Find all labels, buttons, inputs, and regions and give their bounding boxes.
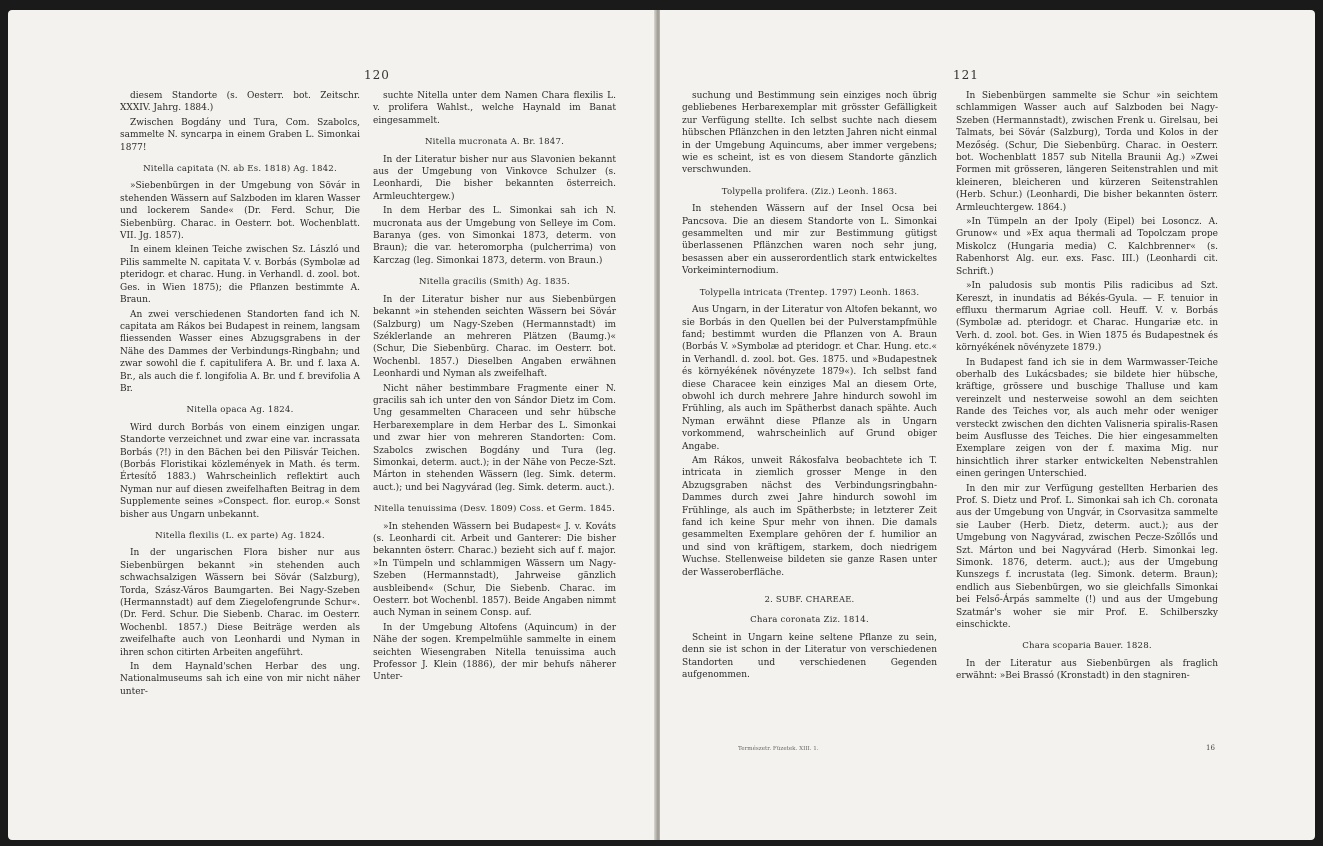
paragraph: Scheint in Ungarn keine seltene Pflanze zu sein, denn sie ist schon in der Literatur von verschiedenen Standorten und verschiedenen Gegenden aufgenommen. — [682, 632, 937, 681]
section-heading: Tolypella prolifera. (Ziz.) Leonh. 1863. — [721, 186, 898, 197]
paragraph: »Siebenbürgen in der Umgebung von Sövár in stehenden Wässern auf Salzboden im klaren Wasser und lockerem Sande« (Dr. Ferd. Schur, Die Siebenbürg. Charac. in Oesterr. bot. Wochenblatt. VII. Jg. 1857). — [120, 181, 360, 242]
paragraph: In Budapest fand ich sie in dem Warmwasser-Teiche oberhalb des Lukácsbades; sie bildete hier hübsche, kräftige, grössere und buschige Thalluse und kam vereinzelt und nesterweise sowohl an dem seichten Rande des Teiches vor, als auch mehr oder weniger versteckt zwischen den dichten Valisneria spiralis-Rasen beim Ausflusse des Teiches. Die hier eingesammelten Exemplare zeigen von der f. maxima Mig. nur hinsichtlich ihrer starker entwickelten Nebenstrahlen einen geringen Unterschied. — [956, 357, 1218, 480]
paragraph: »In stehenden Wässern bei Budapest« J. v. Kováts (s. Leonhardi cit. Arbeit und Ganterer: Die bisher bekannten österr. Charac.) bezieht sich auf f. major. »In Tümpeln und schlammigen Wässern um Nagy-Szeben (Hermannstadt), Jahrweise gänzlich ausbleibend« (Schur, Die Siebenb. Charac. im Oesterr. bot Wochenbl. 1857). Beide Angaben nimmt auch Nyman in seinem Consp. auf. — [373, 521, 616, 619]
left-page-number: 120 — [364, 68, 390, 82]
paragraph: »In paludosis sub montis Pilis radicibus ad Szt. Kereszt, in inundatis ad Békés-Gyula. — F. tenuior in effluxu thermarum Agriae coll. Heuff. V. v. Borbás (Symbolæ ad. pteridogr. et Charac. Hungariæ etc. in Verh. d. zool. bot. Ges. in Wien 1875 és Budapestnek és környékének növényzete 1879.) — [956, 281, 1218, 354]
paragraph: In der Umgebung Altofens (Aquincum) in der Nähe der sogen. Krempelmühle sammelte in einem seichten Wiesengraben Nitella tenuissima auch Professor J. Klein (1886), der mir behufs näherer Unter- — [373, 622, 616, 683]
paragraph: suchte Nitella unter dem Namen Chara flexilis L. v. prolifera Wahlst., welche Haynald im Banat eingesammelt. — [373, 91, 616, 126]
paragraph: In den mir zur Verfügung gestellten Herbarien des Prof. S. Dietz und Prof. L. Simonkai sah ich Ch. coronata aus der Umgebung von Ungvár, in Csorvasitza sammelte sie Lauber (Herb. Dietz, determ. auct.); aus der Umgebung von Nagyvárad, zwischen Pecze-Szőllős und Szt. Márton und bei Nagyvárad (Herb. Simonkai leg. Simonk. 1876, determ. auct.); aus der Umgebung Kunszegs f. incrustata (leg. Simonk. determ. Braun); endlich aus Siebenbürgen, wo sie gleichfalls Simonkai bei Felső-Árpás sammelte (!) und aus der Umgebung Szatmár's woher sie mir Prof. E. Schilberszky einschickte. — [956, 483, 1218, 631]
paragraph: In einem kleinen Teiche zwischen Sz. László und Pilis sammelte N. capitata V. v. Borbás (Symbolæ ad pteridogr. et charac. Hung. in Verhandl. d. zool. bot. Ges. in Wien 1875); die Pflanzen bestimmte A. Braun. — [120, 245, 360, 306]
section-heading: Nitella mucronata A. Br. 1847. — [424, 137, 565, 148]
paragraph: In dem Herbar des L. Simonkai sah ich N. mucronata aus der Umgebung von Selleye im Com. Baranya (ges. von Simonkai 1873, determ. von Braun); die var. heteromorpha (pulcherrima) von Karczag (leg. Simonkai 1873, determ. von Braun.) — [373, 206, 616, 266]
printer-signature: 16 — [1206, 744, 1215, 752]
paragraph: Zwischen Bogdány und Tura, Com. Szabolcs, sammelte N. syncarpa in einem Graben L. Simonkai 1877! — [120, 117, 360, 153]
section-heading: 2. SUBF. CHAREAE. — [764, 594, 855, 605]
paragraph: In stehenden Wässern auf der Insel Ocsa bei Pancsova. Die an diesem Standorte von L. Simonkai gesammelten und mir zur Bestimmung gütigst überlassenen Pflänzchen waren noch sehr jung, besassen aber ein ausserordentlich stark entwickeltes Vorkeiminternodium. — [682, 204, 937, 277]
right-column-2 — [956, 90, 1218, 685]
paragraph: Wird durch Borbás von einem einzigen ungar. Standorte verzeichnet und zwar eine var. incrassata Borbás (?!) in den Bächen bei den Pilisvár Teichen. (Borbás Floristikai közlemények in Math. és term. Értesítő 1883.) Wahrscheinlich reflektirt auch Nyman nur auf diesen zweifelhaften Beitrag in dem Supplemente seines »Conspect. flor. europ.« Sonst bisher aus Ungarn unbekannt. — [120, 422, 360, 520]
paragraph: Nicht näher bestimmbare Fragmente einer N. gracilis sah ich unter den von Sándor Dietz im Com. Ung gesammelten Characeen und sehr hübsche Herbarexemplare in dem Herbar des L. Simonkai und zwar hier von mehreren Standorten: Com. Szabolcs zwischen Bogdány und Tura (leg. Simonkai, determ. auct.); in der Nähe von Pecze-Szt. Márton in stehenden Wässern (leg. Simk. determ. auct.); und bei Nagyvárad (leg. Simk. determ. auct.). — [373, 383, 616, 493]
paragraph: Aus Ungarn, in der Literatur von Altofen bekannt, wo sie Borbás in den Quellen bei der Pulverstampfmühle fand; bestimmt wurden die Pflanzen von A. Braun (Borbás V. »Symbolæ ad pteridogr. et Char. Hung. etc.« in Verhandl. d. zool. bot. Ges. 1875. und »Budapestnek és környékének növényzete 1879«). Ich selbst fand diese Characee kein einziges Mal an diesem Orte, obwohl ich durch mehrere Jahre hindurch sowohl im Frühling, als auch im Spätherbst danach spähte. Auch Nyman erwähnt diese Pflanze als in Ungarn vorkommend, wahrscheinlich auf Grund obiger Angabe. — [682, 305, 937, 452]
right-page — [660, 10, 1315, 840]
left-column-2 — [373, 90, 616, 686]
left-page — [8, 10, 656, 840]
paragraph: In der ungarischen Flora bisher nur aus Siebenbürgen bekannt »in stehenden auch schwachsalzigen Wässern bei Sövár (Salzburg), Torda, Szász-Város Baumgarten. Bei Nagy-Szeben (Hermannstadt) auf dem Ziegelofengrunde Schur«. (Dr. Ferd. Schur. Die Siebenb. Charac. im Oesterr. Wochenbl. 1857.) Diese Beiträge werden als zweifelhafte auch von Leonhardi und Nyman in ihren schon citirten Arbeiten angeführt. — [120, 548, 360, 658]
paragraph: In dem Haynald'schen Herbar des ung. Nationalmuseums sah ich eine von mir nicht näher unter- — [120, 662, 360, 697]
paragraph: diesem Standorte (s. Oesterr. bot. Zeitschr. XXXIV. Jahrg. 1884.) — [120, 91, 360, 114]
paragraph: An zwei verschiedenen Standorten fand ich N. capitata am Rákos bei Budapest in reinem, langsam fliessenden Wasser eines Abzugsgrabens in der Nähe des Dammes der Verbindungs-Ringbahn; und zwar sowohl die f. capitulifera A. Br. und f. laxa A. Br., als auch die f. longifolia A. Br. und f. brevifolia A Br. — [120, 309, 360, 394]
section-heading: Nitella tenuissima (Desv. 1809) Coss. et Germ. 1845. — [373, 504, 616, 515]
right-column-1 — [682, 90, 937, 683]
section-heading: Nitella flexilis (L. ex parte) Ag. 1824. — [155, 531, 325, 541]
left-column-1 — [120, 90, 360, 700]
paragraph: In der Literatur bisher nur aus Slavonien bekannt aus der Umgebung von Vinkovce Schulzer (s. Leonhardi, Die bisher bekannten österreich. Armleuchtergew.) — [373, 154, 616, 202]
paragraph: In der Literatur aus Siebenbürgen als fraglich erwähnt: »Bei Brassó (Kronstadt) in den stagniren- — [956, 658, 1218, 682]
paragraph: suchung und Bestimmung sein einziges noch übrig gebliebenes Herbarexemplar mit grösster Gefälligkeit zur Verfügung stellte. Ich selbst suchte nach diesem hübschen Pflänzchen in den letzten Jahren nicht einmal in der Umgebung Aquincums, aber immer vergebens; wie es scheint, ist es von diesem Standorte gänzlich verschwunden. — [682, 91, 937, 176]
section-heading: Chara scoparia Bauer. 1828. — [1022, 641, 1152, 652]
paragraph: Am Rákos, unweit Rákosfalva beobachtete ich T. intricata in ziemlich grosser Menge in den Abzugsgraben nächst des Verbindungsringbahn-Dammes durch zwei Jahre hindurch sowohl im Frühlinge, als auch im Spätherbste; in letzterer Zeit fand ich keine Spur mehr von ihnen. Die damals gesammelten Exemplare gehören der f. humilior an und sind von kräftigem, starkem, doch niedrigem Wuchse. Stellenweise bildeten sie ganze Rasen unter der Wasseroberfläche. — [682, 455, 937, 578]
paragraph: In Siebenbürgen sammelte sie Schur »in seichtem schlammigen Wasser auch auf Salzboden bei Nagy-Szeben (Hermannstadt), zwischen Frenk u. Girelsau, bei Talmats, bei Sövár (Salzburg), Torda und Kolos in der Mezőség. (Schur, Die Siebenbürg. Charac. in Oesterr. bot. Wochenblatt 1857 sub Nitella Braunii Ag.) »Zwei Formen mit grösseren, längeren Seitenstrahlen und mit kleineren, bleicheren und kürzeren Seitenstrahlen (Herb. Schur.) (Leonhardi, Die bisher bekannten österr. Armleuchtergew. 1864.) — [956, 91, 1218, 213]
section-heading: Tolypella intricata (Trentep. 1797) Leonh. 1863. — [699, 287, 920, 298]
section-heading: Nitella opaca Ag. 1824. — [186, 405, 294, 416]
section-heading: Nitella capitata (N. ab Es. 1818) Ag. 1842. — [143, 164, 337, 175]
right-page-number: 121 — [953, 68, 979, 82]
section-heading: Nitella gracilis (Smith) Ag. 1835. — [419, 277, 570, 288]
section-heading: Chara coronata Ziz. 1814. — [750, 615, 869, 626]
paragraph: »In Tümpeln an der Ipoly (Eipel) bei Losoncz. A. Grunow« und »Ex aqua thermali ad Topolczam prope Miskolcz (Hungaria media) C. Kalchbrenner« (s. Rabenhorst Alg. eur. exs. Fasc. III.) (Leonhardi cit. Schrift.) — [956, 217, 1218, 277]
paragraph: In der Literatur bisher nur aus Siebenbürgen bekannt »in stehenden seichten Wässern bei Sövár (Salzburg) um Nagy-Szeben (Hermannstadt) im Széklerlande an mehreren Plätzen (Baumg.)« (Schur, Die Siebenbürg. Charac. im Oesterr. bot. Wochenbl. 1857.) Dieselben Angaben erwähnen Leonhardi und Nyman als zweifelhaft. — [373, 294, 616, 380]
page-footnote: Természetr. Füzetek. XIII. 1. — [738, 746, 819, 752]
